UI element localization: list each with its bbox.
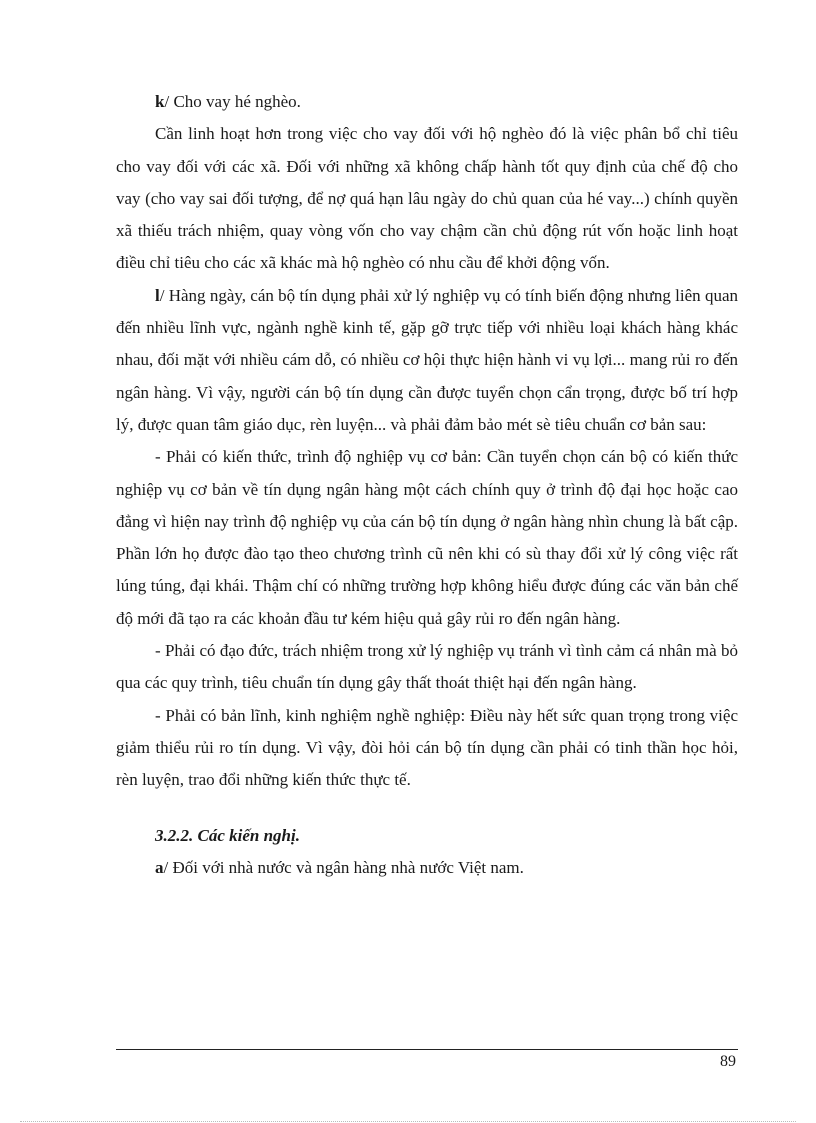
paragraph-text: - Phải có đạo đức, trách nhiệm trong xử lý nghiệp vụ tránh vì tình cảm cá nhân mà bỏ qua các quy trình, tiêu chuẩn tín dụng gây thất thoát thiệt hại đến ngân hàng. bbox=[116, 641, 738, 693]
paragraph-text: / Đối với nhà nước và ngân hàng nhà nước Việt nam. bbox=[163, 857, 524, 877]
paragraph-knowledge bbox=[116, 441, 738, 635]
paragraph-lead: l bbox=[155, 285, 160, 305]
paragraph-lead: k bbox=[155, 92, 165, 111]
paragraph-text: / Cho vay hé nghèo. bbox=[164, 92, 301, 111]
page-number: 89 bbox=[720, 1053, 736, 1070]
paragraph-experience bbox=[116, 700, 738, 797]
paragraph-lead: a bbox=[155, 857, 164, 877]
paragraph-k bbox=[116, 86, 738, 118]
paragraph-text: - Phải có bản lĩnh, kinh nghiệm nghề nghiệp: Điều này hết sức quan trọng trong việc giảm thiểu rủi ro tín dụng. Vì vậy, đòi hỏi cán bộ tín dụng cần phải có tinh thần học hỏi, rèn luyện, trao đổi những kiến thức thực tế. bbox=[116, 705, 738, 790]
section-heading: 3.2.2. Các kiến nghị. bbox=[155, 825, 300, 845]
paragraph-a bbox=[116, 852, 738, 884]
section-gap bbox=[116, 797, 738, 820]
paragraph-l bbox=[116, 280, 738, 441]
paragraph-k-body bbox=[116, 118, 738, 279]
page-bottom-border bbox=[20, 1121, 796, 1122]
paragraph-ethics bbox=[116, 635, 738, 700]
paragraph-text: - Phải có kiến thức, trình độ nghiệp vụ cơ bản: Cần tuyển chọn cán bộ có kiến thức nghiệp vụ cơ bản về tín dụng ngân hàng một cách chính quy ở trình độ đại học hoặc cao đẳng vì hiện nay trình độ nghiệp vụ của cán bộ tín dụng ở ngân hàng nhìn chung là bất cập. Phần lớn họ được đào tạo theo chương trình cũ nên khi có sù thay đổi xử lý công việc rất lúng túng, đại khái. Thậm chí có những trường hợp không hiểu được đúng các văn bản chế độ mới đã tạo ra các khoản đầu tư kém hiệu quả gây rủi ro đến ngân hàng. bbox=[116, 447, 738, 628]
paragraph-text: / Hàng ngày, cán bộ tín dụng phải xử lý nghiệp vụ có tính biến động nhưng liên quan đến nhiều lĩnh vực, ngành nghề kinh tế, gặp gỡ trực tiếp với nhiều loại khách hàng khác nhau, đối mặt với nhiều cám dỗ, có nhiều cơ hội thực hiện hành vi vụ lợi... mang rủi ro đến ngân hàng. Vì vậy, người cán bộ tín dụng cần được tuyển chọn cẩn trọng, được bố trí hợp lý, được quan tâm giáo dục, rèn luyện... và phải đảm bảo mét sè tiêu chuẩn cơ bản sau: bbox=[116, 285, 738, 434]
footer-divider bbox=[116, 1049, 738, 1050]
paragraph-text: Cần linh hoạt hơn trong việc cho vay đối với hộ nghèo đó là việc phân bổ chỉ tiêu cho vay đối với các xã. Đối với những xã không chấp hành tốt quy định của chế độ cho vay (cho vay sai đối tượng, để nợ quá hạn lâu ngày do chủ quan của hé vay...) chính quyền xã thiếu trách nhiệm, quay vòng vốn cho vay chậm cần chủ động rút vốn hoặc linh hoạt điều chỉ tiêu cho các xã khác mà hộ nghèo có nhu cầu để khởi động vốn. bbox=[116, 124, 738, 273]
page-content bbox=[116, 86, 738, 884]
